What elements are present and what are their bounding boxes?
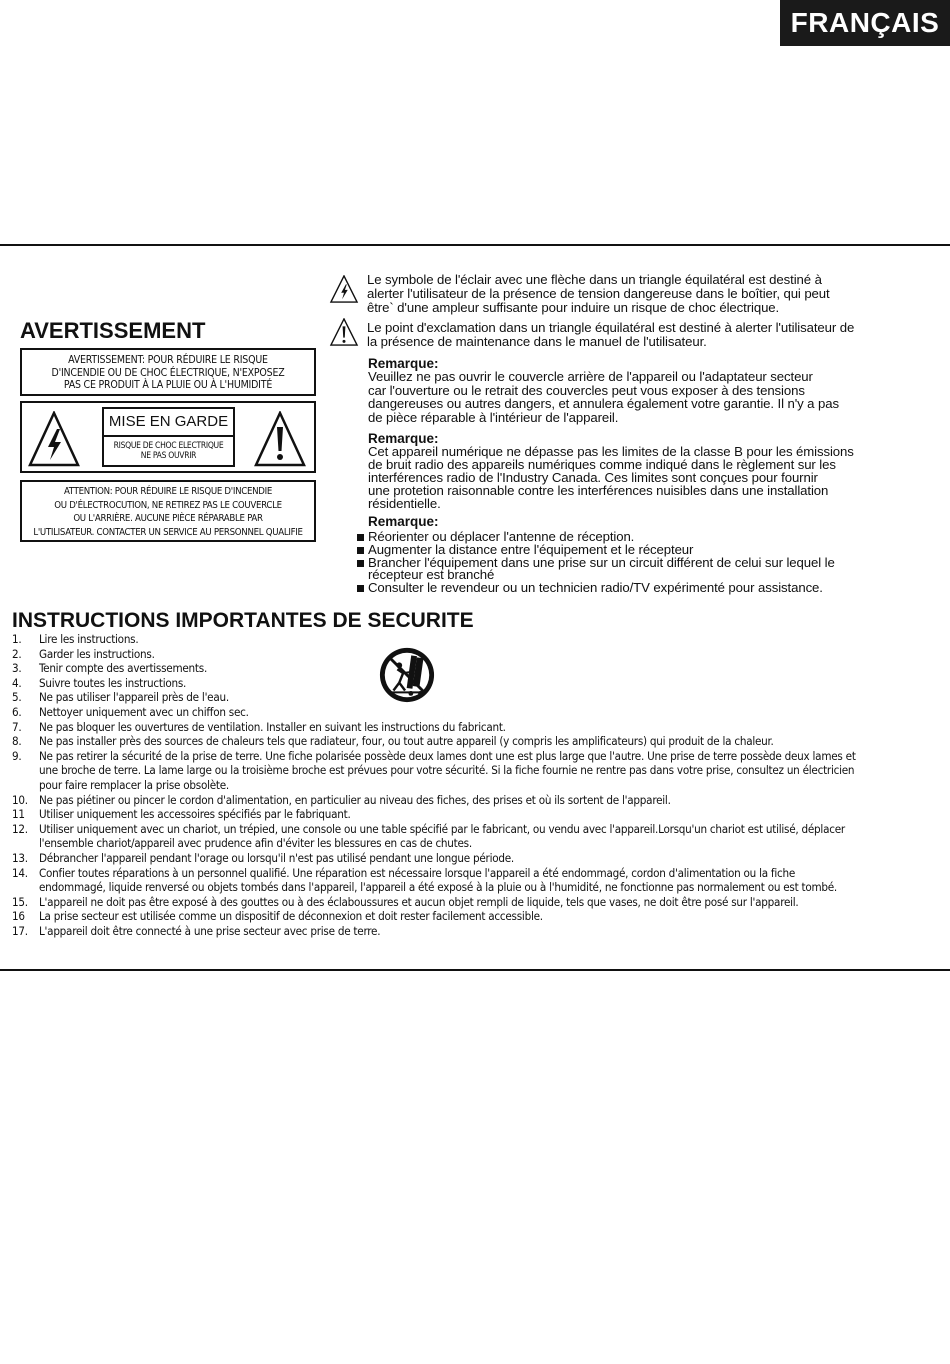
caution-sub-line: NE PAS OUVRIR	[140, 451, 197, 461]
instruction-text: Nettoyer uniquement avec un chiffon sec.	[39, 704, 249, 719]
instruction-item	[12, 851, 950, 866]
instruction-number: 6.	[12, 704, 22, 719]
instruction-item	[12, 866, 950, 895]
instruction-number: 15.	[12, 894, 28, 909]
instruction-item	[12, 676, 950, 691]
text-line: être` d'une ampleur suffisante pour induire un risque de choc électrique.	[367, 300, 780, 315]
caution-sub-line: RISQUE DE CHOC ELECTRIQUE	[113, 441, 224, 451]
text-line: de pièce réparable à l'intérieur de l'appareil.	[368, 409, 619, 425]
caution-center	[102, 407, 235, 467]
instruction-text: Garder les instructions.	[39, 646, 155, 661]
attention-line: ATTENTION: POUR RÉDUIRE LE RISQUE D'INCENDIE	[63, 486, 273, 497]
warning-title: AVERTISSEMENT	[20, 318, 206, 343]
list-item-continuation: récepteur est branché	[368, 567, 495, 583]
instruction-number: 16	[12, 909, 25, 924]
instruction-number: 17.	[12, 923, 28, 938]
instruction-item	[12, 909, 950, 924]
instruction-text: Tenir compte des avertissements.	[39, 661, 207, 676]
instruction-item	[12, 895, 950, 910]
instruction-text: endommagé, liquide renversé ou objets tombés dans l'appareil, l'appareil a été exposé à la pluie ou à l'humidité, ne fonctionne pas normalement ou est tombé.	[39, 880, 837, 895]
text-line: alerter l'utilisateur de la présence de tension dangereuse dans le boîtier, qui peut	[367, 286, 830, 301]
text-line: la présence de maintenance dans le manuel de l'utilisateur.	[367, 334, 707, 349]
lightning-triangle-icon	[28, 411, 80, 467]
note-heading: Remarque:	[368, 356, 439, 371]
instruction-number: 14.	[12, 865, 28, 880]
warning-line: AVERTISSEMENT: POUR RÉDUIRE LE RISQUE	[68, 354, 268, 366]
attention-box	[20, 480, 316, 542]
instruction-number: 1.	[12, 632, 22, 646]
text-line: Le point d'exclamation dans un triangle équilatéral est destiné à alerter l'utilisateur de	[367, 320, 855, 335]
warning-box	[20, 348, 316, 396]
warning-line: D'INCENDIE OU DE CHOC ÉLECTRIQUE, N'EXPOSEZ	[51, 366, 285, 379]
attention-line: OU L'ARRIÈRE. AUCUNE PIÈCE RÉPARABLE PAR	[73, 513, 263, 524]
instruction-text: L'appareil doit être connecté à une prise secteur avec prise de terre.	[39, 923, 381, 938]
instruction-text: l'ensemble chariot/appareil avec prudence afin d'éviter les blessures en cas de chutes.	[39, 836, 472, 851]
instruction-item	[12, 690, 950, 705]
bottom-divider	[0, 969, 950, 971]
instructions-list	[12, 632, 950, 938]
instruction-text: Ne pas installer près des sources de chaleurs tels que radiateur, four, ou tout autre appareil (y compris les amplificateurs) qui produit de la chaleur.	[39, 734, 774, 749]
instruction-item	[12, 822, 950, 851]
instruction-item	[12, 749, 950, 793]
instruction-number: 11	[12, 807, 25, 822]
exclamation-triangle-icon	[254, 411, 306, 467]
instruction-text: L'appareil ne doit pas être exposé à des gouttes ou à des éclaboussures et aucun objet rempli de liquide, tels que vases, ne doit être posé sur l'appareil.	[39, 894, 799, 909]
attention-line: L'UTILISATEUR. CONTACTER UN SERVICE AU PERSONNEL QUALIFIE	[33, 526, 303, 538]
instruction-number: 13.	[12, 850, 28, 865]
instruction-text: pour faire remplacer la prise obsolète.	[39, 777, 229, 792]
note-heading: Remarque:	[368, 514, 439, 529]
lightning-symbol-icon	[329, 275, 359, 303]
instruction-number: 10.	[12, 792, 28, 807]
instruction-text: Débrancher l'appareil pendant l'orage ou lorsqu'il n'est pas utilisé pendant une longue période.	[39, 850, 514, 865]
instruction-item	[12, 705, 950, 720]
text-line: Le symbole de l'éclair avec une flèche dans un triangle équilatéral est destiné à	[367, 272, 822, 287]
text-line: de bruit radio des appareils numériques comme indiqué dans le règlement sur les	[368, 457, 836, 472]
text-line: Cet appareil numérique ne dépasse pas les limites de la classe B pour les émissions	[368, 444, 854, 459]
instruction-text: Ne pas bloquer les ouvertures de ventilation. Installer en suivant les instructions du fabricant.	[39, 719, 506, 734]
list-item: Brancher l'équipement dans une prise sur un circuit différent de celui sur lequel le	[356, 557, 936, 570]
instruction-number: 7.	[12, 719, 22, 734]
instruction-number: 3.	[12, 661, 22, 676]
text-line: une protetion raisonnable contre les interférences nuisibles dans une installation	[368, 483, 829, 498]
instruction-item	[12, 924, 950, 939]
instruction-item	[12, 661, 950, 676]
caution-title: MISE EN GARDE	[104, 409, 233, 437]
lightning-symbol-text	[367, 273, 942, 315]
instruction-text: Ne pas piétiner ou pincer le cordon d'alimentation, en particulier au niveau des fiches, des prises et où ils sortent de l'appareil.	[39, 792, 671, 807]
instruction-text: une broche de terre. La lame large ou la troisième broche est prévues pour votre sécurité. Si la fiche fournie ne rentre pas dans votre prise, consultez un électricien	[39, 763, 855, 778]
instruction-number: 5.	[12, 690, 22, 705]
instruction-text: Suivre toutes les instructions.	[39, 675, 187, 690]
list-item: Consulter le revendeur ou un technicien radio/TV expérimenté pour assistance.	[356, 582, 936, 595]
text-line: interférences radio de l'Industry Canada. Ces limites sont conçues pour fournir	[368, 470, 818, 485]
text-line: dangereuses ou autres dangers, et annulera également votre garantie. Il n'y a pas	[368, 396, 839, 411]
instruction-number: 8.	[12, 734, 22, 749]
instruction-text: Ne pas retirer la sécurité de la prise de terre. Une fiche polarisée possède deux lames dont une est plus large que l'autre. Une prise de terre possède deux lames et	[39, 748, 856, 763]
instruction-item	[12, 807, 950, 822]
instruction-item	[12, 734, 950, 749]
note-heading: Remarque:	[368, 431, 439, 446]
instruction-text: Ne pas utiliser l'appareil près de l'eau.	[39, 690, 229, 705]
attention-line: OU D'ÉLECTROCUTION, NE RETIREZ PAS LE COUVERCLE	[54, 499, 282, 511]
caution-label	[20, 401, 316, 473]
note-paragraph	[368, 445, 940, 510]
instruction-number: 12.	[12, 821, 28, 836]
exclamation-symbol-icon	[329, 318, 359, 346]
instruction-item	[12, 632, 950, 647]
text-line: car l'ouverture ou le retrait des couvercles peut vous exposer à des tensions	[368, 382, 805, 398]
language-tab: FRANÇAIS	[780, 0, 950, 46]
instruction-number: 4.	[12, 675, 22, 690]
instruction-item	[12, 793, 950, 808]
instruction-item	[12, 647, 950, 662]
text-line: Veuillez ne pas ouvrir le couvercle arrière de l'appareil ou l'adaptateur secteur	[368, 369, 813, 384]
instruction-item	[12, 720, 950, 735]
warning-line: PAS CE PRODUIT À LA PLUIE OU À L'HUMIDITÉ	[63, 379, 273, 391]
list-item: Augmenter la distance entre l'équipement et le récepteur	[356, 544, 936, 557]
text-line: résidentielle.	[368, 496, 441, 511]
instruction-number: 9.	[12, 748, 22, 763]
note-paragraph	[368, 370, 940, 424]
note-bullet-list	[356, 531, 936, 595]
instruction-text: Lire les instructions.	[39, 632, 139, 646]
instruction-number: 2.	[12, 646, 22, 661]
instructions-title: INSTRUCTIONS IMPORTANTES DE SECURITE	[12, 609, 474, 632]
instruction-text: Confier toutes réparations à un personnel qualifié. Une réparation est nécessaire lorsque l'appareil a été endommagé, cordon d'alimentation ou la fiche	[39, 865, 796, 880]
exclamation-symbol-text	[367, 321, 942, 349]
top-divider	[0, 244, 950, 246]
instruction-text: La prise secteur est utilisée comme un dispositif de déconnexion et doit rester facilement accessible.	[39, 909, 543, 924]
instruction-text: Utiliser uniquement avec un chariot, un trépied, une console ou une table spécifié par le fabricant, ou vendu avec l'appareil.Lorsqu'un chariot est utilisé, déplacer	[39, 821, 845, 836]
list-item: Réorienter ou déplacer l'antenne de réception.	[356, 531, 936, 544]
instruction-text: Utiliser uniquement les accessoires spécifiés par le fabriquant.	[39, 807, 351, 822]
